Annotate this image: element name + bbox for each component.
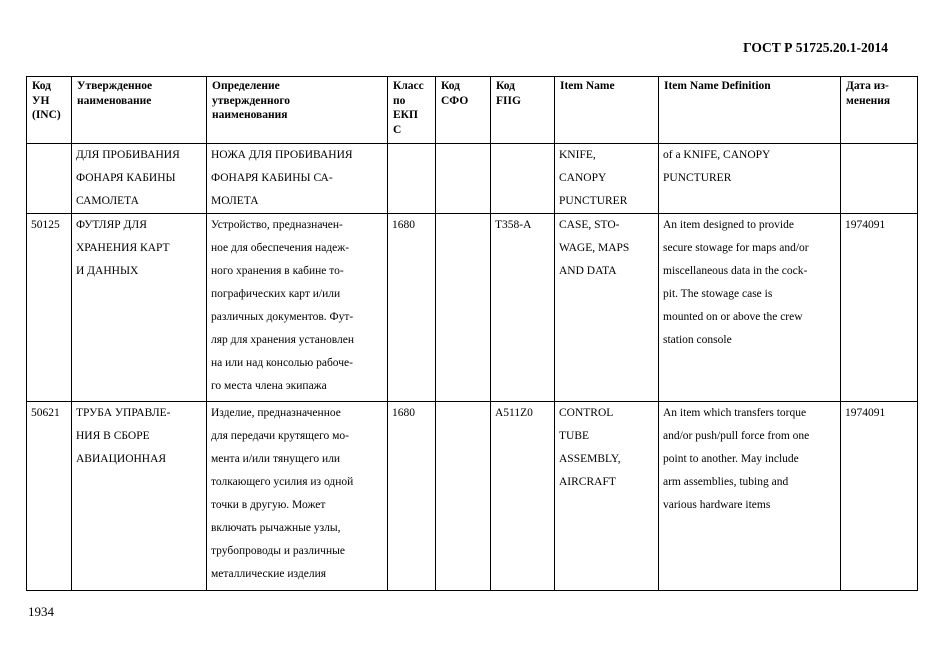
column-header-date [841, 77, 918, 144]
cell-line: для передачи крутящего мо- [211, 430, 349, 442]
table-body [27, 144, 918, 591]
cell-definition [207, 214, 388, 402]
cell-date: 1974091 [841, 402, 918, 591]
cell-item-name [555, 214, 659, 402]
cell-line: mounted on or above the crew [663, 311, 803, 323]
column-header-item-definition [659, 77, 841, 144]
cell-line: AND DATA [559, 265, 617, 277]
cell-line: на или над консолью рабоче- [211, 357, 353, 369]
cell-item-definition [659, 214, 841, 402]
cell-line: secure stowage for maps and/or [663, 242, 809, 254]
column-header-line: Определение [212, 80, 280, 92]
column-header-line: Код [441, 80, 461, 92]
cell-line: точки в другую. Может [211, 499, 326, 511]
cell-sfo [436, 214, 491, 402]
cell-line: PUNCTURER [559, 195, 628, 207]
column-header-line: FIIG [496, 94, 521, 107]
column-header-line: СФО [441, 94, 469, 107]
cell-sfo [436, 144, 491, 214]
cell-line: ФУТЛЯР ДЛЯ [76, 219, 147, 231]
column-header-line: по [393, 94, 406, 107]
cell-line: of a KNIFE, CANOPY [663, 149, 771, 161]
cell-name [72, 214, 207, 402]
cell-definition [207, 144, 388, 214]
cell-line: TUBE [559, 430, 590, 442]
cell-line: AIRCRAFT [559, 476, 616, 488]
cell-line: включать рычажные узлы, [211, 522, 341, 534]
document-header: ГОСТ Р 51725.20.1-2014 [743, 40, 888, 55]
column-header-line: Код [32, 80, 52, 92]
cell-fiig: T358-A [491, 214, 555, 402]
column-header-item-name [555, 77, 659, 144]
cell-line: ное для обеспечения надеж- [211, 242, 350, 254]
column-header-line: наименование [77, 94, 152, 107]
column-header-line: Код [496, 80, 516, 92]
table-row [27, 214, 918, 402]
cell-line: ХРАНЕНИЯ КАРТ [76, 242, 170, 254]
cell-line: ФОНАРЯ КАБИНЫ [76, 172, 176, 184]
cell-line: CANOPY [559, 172, 607, 184]
cell-date [841, 144, 918, 214]
cell-line: An item designed to provide [663, 219, 794, 231]
cell-fiig: A511Z0 [491, 402, 555, 591]
column-header-line: ЕКП [393, 109, 418, 121]
column-header-line: С [393, 123, 402, 136]
cell-line: KNIFE, [559, 149, 596, 161]
cell-line: An item which transfers torque [663, 407, 807, 419]
cell-line: мента и/или тянущего или [211, 453, 341, 465]
column-header-name [72, 77, 207, 144]
column-header-line: наименования [212, 109, 288, 121]
cell-item-definition [659, 402, 841, 591]
column-header-definition [207, 77, 388, 144]
cell-line: CONTROL [559, 407, 614, 419]
column-header-line: Класс [393, 80, 424, 92]
cell-line: PUNCTURER [663, 172, 732, 184]
cell-line: ДЛЯ ПРОБИВАНИЯ [76, 149, 180, 161]
cell-line: го места члена экипажа [211, 380, 327, 392]
cell-line: НИЯ В СБОРЕ [76, 430, 150, 442]
cell-name [72, 144, 207, 214]
column-header-line: (INC) [32, 109, 61, 121]
cell-name [72, 402, 207, 591]
cell-line: WAGE, MAPS [559, 242, 630, 254]
table-header-row [27, 77, 918, 144]
cell-line: САМОЛЕТА [76, 195, 139, 207]
cell-line: miscellaneous data in the cock- [663, 265, 808, 277]
cell-line: and/or push/pull force from one [663, 430, 810, 442]
column-header-inc [27, 77, 72, 144]
cell-fiig [491, 144, 555, 214]
cell-line: МОЛЕТА [211, 195, 259, 207]
cell-line: различных документов. Фут- [211, 311, 354, 323]
cell-class [388, 144, 436, 214]
catalog-table [26, 76, 918, 591]
cell-inc: 50125 [27, 214, 72, 402]
cell-item-definition [659, 144, 841, 214]
cell-inc [27, 144, 72, 214]
table-row [27, 402, 918, 591]
cell-line: point to another. May include [663, 453, 799, 465]
cell-line: трубопроводы и различные [211, 545, 345, 557]
cell-line: ФОНАРЯ КАБИНЫ СА- [211, 172, 333, 184]
cell-line: пографических карт и/или [211, 288, 341, 300]
cell-line: ляр для хранения установлен [211, 334, 355, 346]
column-header-line: Утвержденное [77, 80, 153, 92]
cell-sfo [436, 402, 491, 591]
cell-definition [207, 402, 388, 591]
cell-line: И ДАННЫХ [76, 265, 139, 277]
cell-line: Устройство, предназначен- [211, 219, 343, 231]
column-header-line: Item Name [560, 80, 615, 92]
cell-item-name [555, 144, 659, 214]
cell-line: ASSEMBLY, [559, 453, 621, 465]
column-header-fiig [491, 77, 555, 144]
cell-line: Изделие, предназначенное [211, 407, 341, 419]
cell-class: 1680 [388, 214, 436, 402]
cell-line: металлические изделия [211, 568, 327, 580]
cell-line: pit. The stowage case is [663, 288, 773, 300]
cell-inc: 50621 [27, 402, 72, 591]
cell-item-name [555, 402, 659, 591]
cell-line: station console [663, 334, 732, 346]
table-row [27, 144, 918, 214]
cell-line: ного хранения в кабине то- [211, 265, 344, 277]
cell-line: arm assemblies, tubing and [663, 476, 789, 488]
cell-line: various hardware items [663, 499, 771, 511]
column-header-line: утвержденного [212, 94, 291, 107]
column-header-line: УН [32, 94, 50, 107]
cell-class: 1680 [388, 402, 436, 591]
cell-date: 1974091 [841, 214, 918, 402]
cell-line: CASE, STO- [559, 219, 620, 231]
column-header-class [388, 77, 436, 144]
column-header-line: Item Name Definition [664, 80, 771, 92]
cell-line: толкающего усилия из одной [211, 476, 354, 488]
column-header-line: Дата из- [846, 80, 889, 92]
column-header-line: менения [846, 94, 891, 107]
column-header-sfo [436, 77, 491, 144]
cell-line: АВИАЦИОННАЯ [76, 453, 167, 465]
cell-line: ТРУБА УПРАВЛЕ- [76, 407, 171, 419]
cell-line: НОЖА ДЛЯ ПРОБИВАНИЯ [211, 149, 353, 161]
page-number: 1934 [28, 604, 54, 619]
